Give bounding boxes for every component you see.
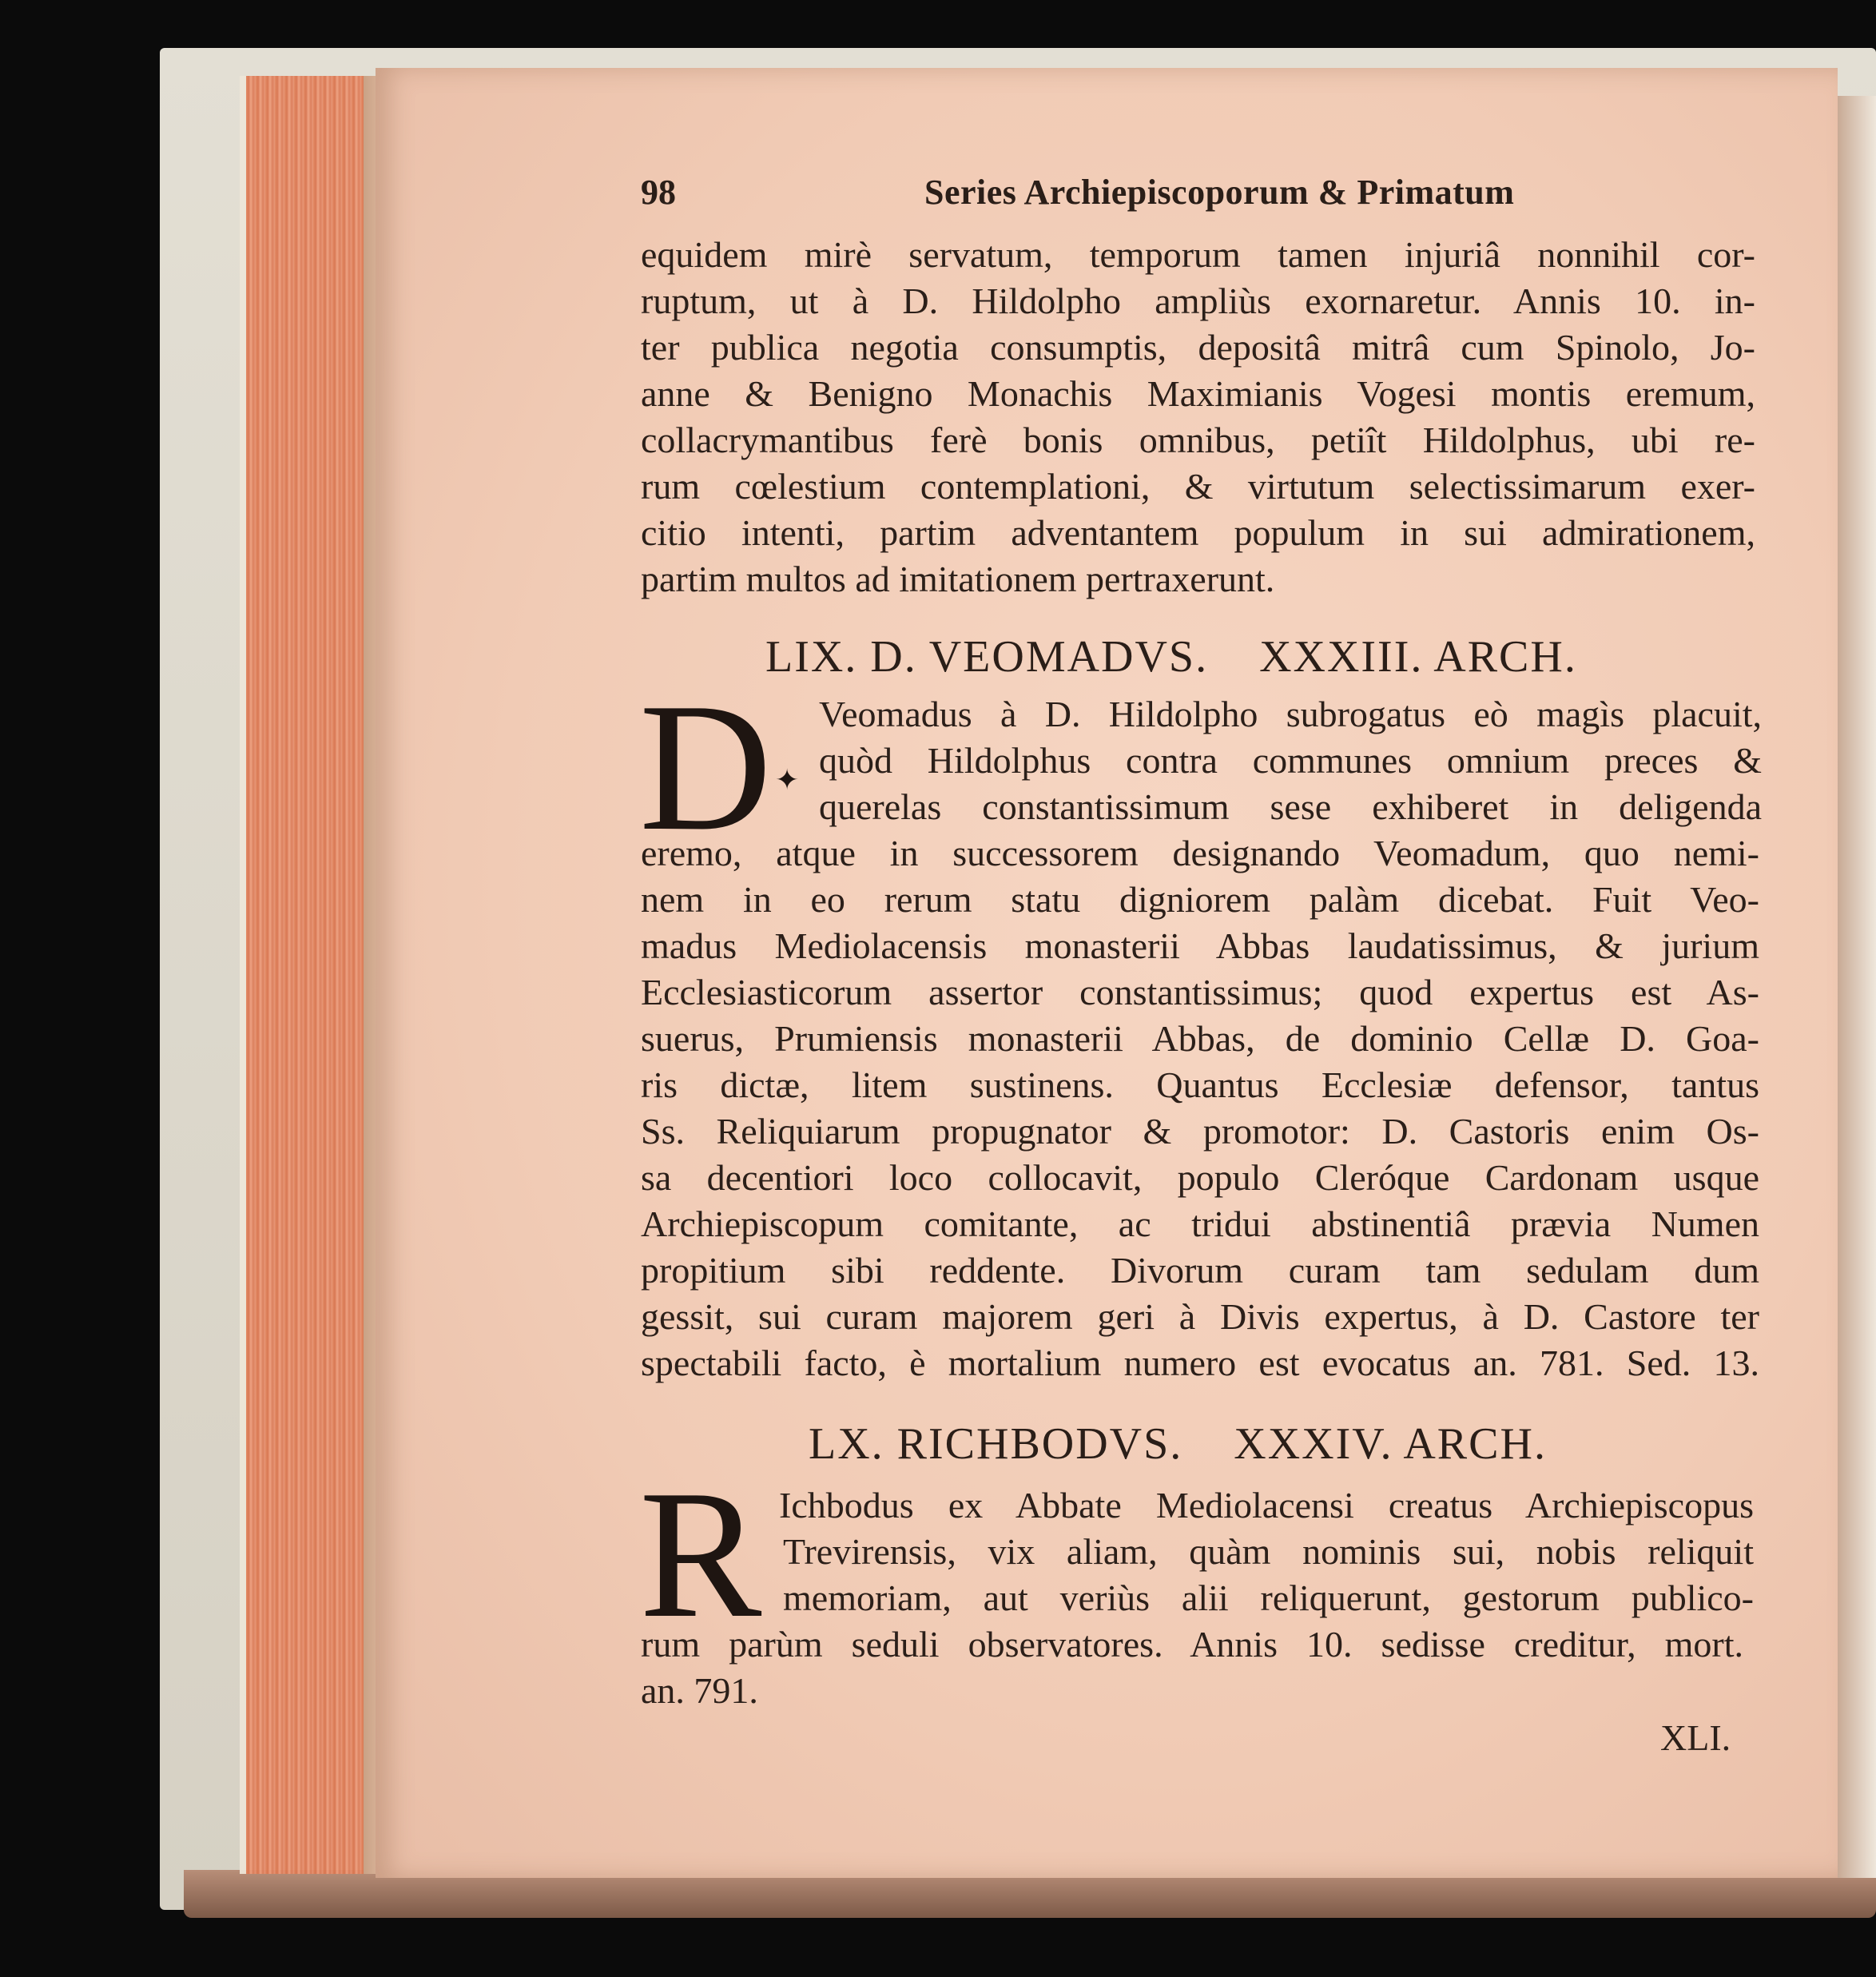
text-line: citio intenti, partim adventantem populum in sui admirationem, (641, 512, 1755, 553)
section-heading-lix: LIX. D. VEOMADVS. XXXIII. ARCH. (765, 632, 1577, 682)
text-line: eremo, atque in successorem designando Veomadum, quo nemi- (641, 833, 1759, 873)
drop-cap-r: R (639, 1452, 762, 1656)
text-line: ter publica negotia consumptis, depositâ mitrâ cum Spinolo, Jo- (641, 327, 1755, 368)
fleuron-ornament: ✦ (775, 764, 800, 796)
text-line: ris dictæ, litem sustinens. Quantus Ecclesiæ defensor, tantus (641, 1064, 1759, 1105)
text-line: ruptum, ut à D. Hildolpho ampliùs exornaretur. Annis 10. in- (641, 280, 1755, 321)
facing-page-edge (1838, 96, 1876, 1878)
text-line: an. 791. (641, 1670, 758, 1711)
text-line: anne & Benigno Monachis Maximianis Vogesi montis eremum, (641, 373, 1755, 414)
catchword: XLI. (1660, 1717, 1731, 1758)
text-line: Veomadus à D. Hildolpho subrogatus eò magìs placuit, (819, 694, 1762, 734)
text-line: sa decentiori loco collocavit, populo Cleróque Cardonam usque (641, 1157, 1759, 1198)
text-line: Ecclesiasticorum assertor constantissimus; quod expertus est As- (641, 972, 1759, 1012)
text-line: Ichbodus ex Abbate Mediolacensi creatus Archiepiscopus (779, 1485, 1754, 1526)
intro-paragraph (641, 232, 1755, 603)
text-line: spectabili facto, è mortalium numero est evocatus an. 781. Sed. 13. (641, 1343, 1759, 1383)
drop-cap-d: D (639, 665, 773, 869)
section-lix-lines-indented (819, 691, 1762, 830)
text-line: quòd Hildolphus contra communes omnium preces & (819, 740, 1762, 781)
running-title: Series Archiepiscoporum & Primatum (924, 173, 1515, 212)
text-line: propitium sibi reddente. Divorum curam tam sedulam dum (641, 1250, 1759, 1291)
section-lx-lines (641, 1621, 1743, 1714)
running-header (641, 172, 1520, 220)
text-line: querelas constantissimum sese exhiberet in deligenda (819, 786, 1762, 827)
text-line: Trevirensis, vix aliam, quàm nominis sui, nobis reliquit (783, 1531, 1754, 1572)
section-heading-lx: LX. RICHBODVS. XXXIV. ARCH. (809, 1419, 1547, 1469)
text-line: Archiepiscopum comitante, ac tridui abstinentiâ prævia Numen (641, 1203, 1759, 1244)
text-line: partim multos ad imitationem pertraxerunt. (641, 559, 1275, 599)
section-lix-lines (641, 830, 1759, 1386)
page-edges (240, 76, 374, 1874)
page-number: 98 (641, 173, 676, 212)
text-line: equidem mirè servatum, temporum tamen injuriâ nonnihil cor- (641, 234, 1755, 275)
text-line: Ss. Reliquiarum propugnator & promotor: D. Castoris enim Os- (641, 1111, 1759, 1152)
section-lx-lines-indented (779, 1482, 1754, 1621)
text-line: madus Mediolacensis monasterii Abbas laudatissimus, & jurium (641, 925, 1759, 966)
text-line: rum parùm seduli observatores. Annis 10. sedisse creditur, mort. (641, 1624, 1743, 1665)
text-line: nem in eo rerum statu digniorem palàm dicebat. Fuit Veo- (641, 879, 1759, 920)
text-line: memoriam, aut veriùs alii reliquerunt, gestorum publico- (783, 1577, 1754, 1618)
text-line: suerus, Prumiensis monasterii Abbas, de dominio Cellæ D. Goa- (641, 1018, 1759, 1059)
text-line: gessit, sui curam majorem geri à Divis expertus, à D. Castore ter (641, 1296, 1759, 1337)
text-line: collacrymantibus ferè bonis omnibus, petiît Hildolphus, ubi re- (641, 420, 1755, 460)
text-line: rum cœlestium contemplationi, & virtutum selectissimarum exer- (641, 466, 1755, 507)
